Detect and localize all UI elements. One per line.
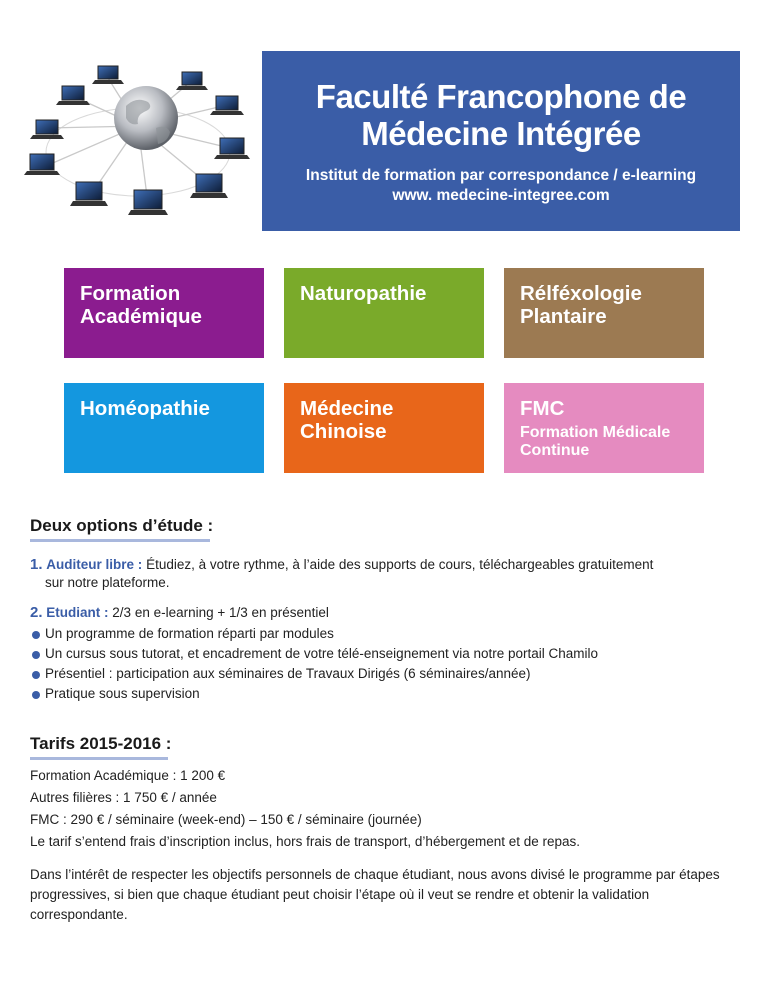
tile-label: FMC bbox=[520, 397, 565, 420]
tile-sublabel bbox=[520, 424, 688, 460]
tarif-note: Le tarif s’entend frais d’inscription inclus, hors frais de transport, d’hébergement et de repas. bbox=[30, 834, 581, 849]
tile-homeopathie[interactable] bbox=[64, 383, 264, 473]
tile-sublabel-line: Formation Médicale bbox=[520, 424, 671, 441]
closing-line: Dans l’intérêt de respecter les objectifs personnels de chaque étudiant, nous avons divisé le programme par étapes bbox=[30, 867, 720, 882]
tarif-label: FMC : bbox=[30, 812, 67, 827]
bullet-dot-icon bbox=[32, 651, 40, 659]
title-line-2: Médecine Intégrée bbox=[361, 115, 641, 152]
list-item bbox=[30, 644, 745, 664]
list-item-text: Pratique sous supervision bbox=[45, 686, 200, 701]
tile-label: Plantaire bbox=[520, 305, 607, 328]
network-globe-image bbox=[18, 56, 258, 226]
title-line-1: Faculté Francophone de bbox=[315, 78, 687, 115]
tarifs-list bbox=[30, 766, 750, 852]
tarif-row bbox=[30, 788, 750, 808]
tarif-value: 1 200 € bbox=[180, 768, 226, 783]
tile-medecine-chinoise[interactable] bbox=[284, 383, 484, 473]
closing-line: progressives, si bien que chaque étudiant peut choisir l’étape où il veut se rendre et obtenir la validation correspondante. bbox=[30, 887, 650, 922]
option-number: 1. bbox=[30, 556, 43, 573]
options-heading: Deux options d’étude : bbox=[30, 516, 214, 535]
list-item bbox=[30, 624, 745, 644]
header-banner bbox=[262, 51, 740, 231]
tarif-label: Autres filières : bbox=[30, 790, 120, 805]
option-number: 2. bbox=[30, 604, 43, 621]
option-text: Étudiez, à votre rythme, à l’aide des supports de cours, téléchargeables gratuitement bbox=[146, 557, 654, 572]
list-item bbox=[30, 684, 745, 704]
page-title bbox=[262, 78, 740, 152]
tile-label: Homéopathie bbox=[80, 397, 210, 420]
tile-naturopathie[interactable] bbox=[284, 268, 484, 358]
tile-label: Rélféxologie bbox=[520, 282, 642, 305]
list-item-text: Un cursus sous tutorat, et encadrement de votre télé-enseignement via notre portail Chamilo bbox=[45, 646, 599, 661]
tarif-value: 1 750 € / année bbox=[123, 790, 217, 805]
tarif-label: Formation Académique : bbox=[30, 768, 177, 783]
header-subtitle bbox=[262, 166, 740, 206]
tarif-row bbox=[30, 766, 750, 786]
closing-paragraph bbox=[30, 865, 750, 925]
subtitle-text: Institut de formation par correspondance / e-learning bbox=[305, 167, 697, 184]
tile-label: Académique bbox=[80, 305, 202, 328]
option-head: Etudiant : bbox=[46, 605, 109, 620]
bullet-dot-icon bbox=[32, 631, 40, 639]
tarifs-heading: Tarifs 2015-2016 : bbox=[30, 734, 172, 753]
tile-label: Chinoise bbox=[300, 420, 387, 443]
tarif-value: 290 € / séminaire (week-end) – 150 € / séminaire (journée) bbox=[70, 812, 422, 827]
tile-label: Médecine bbox=[300, 397, 394, 420]
option-auditeur-libre bbox=[30, 556, 745, 592]
option-bullet-list bbox=[30, 624, 745, 704]
option-text: sur notre plateforme. bbox=[45, 575, 170, 590]
tile-sublabel-line: Continue bbox=[520, 442, 590, 459]
tarif-row bbox=[30, 810, 750, 830]
list-item-text: Présentiel : participation aux séminaires de Travaux Dirigés (6 séminaires/année) bbox=[45, 666, 531, 681]
website-link[interactable]: www. medecine-integree.com bbox=[392, 187, 610, 204]
tile-fmc[interactable] bbox=[504, 383, 704, 473]
list-item-text: Un programme de formation réparti par modules bbox=[45, 626, 334, 641]
tile-formation-academique[interactable] bbox=[64, 268, 264, 358]
tarifs-heading-underline bbox=[30, 757, 168, 760]
tile-label: Naturopathie bbox=[300, 282, 427, 305]
list-item bbox=[30, 664, 745, 684]
tile-reflexologie-plantaire[interactable] bbox=[504, 268, 704, 358]
option-head: Auditeur libre : bbox=[46, 557, 143, 572]
bullet-dot-icon bbox=[32, 671, 40, 679]
bullet-dot-icon bbox=[32, 691, 40, 699]
option-head-detail: 2/3 en e-learning + 1/3 en présentiel bbox=[112, 605, 329, 620]
option-etudiant bbox=[30, 604, 745, 704]
options-heading-underline bbox=[30, 539, 210, 542]
tile-label: Formation bbox=[80, 282, 181, 305]
